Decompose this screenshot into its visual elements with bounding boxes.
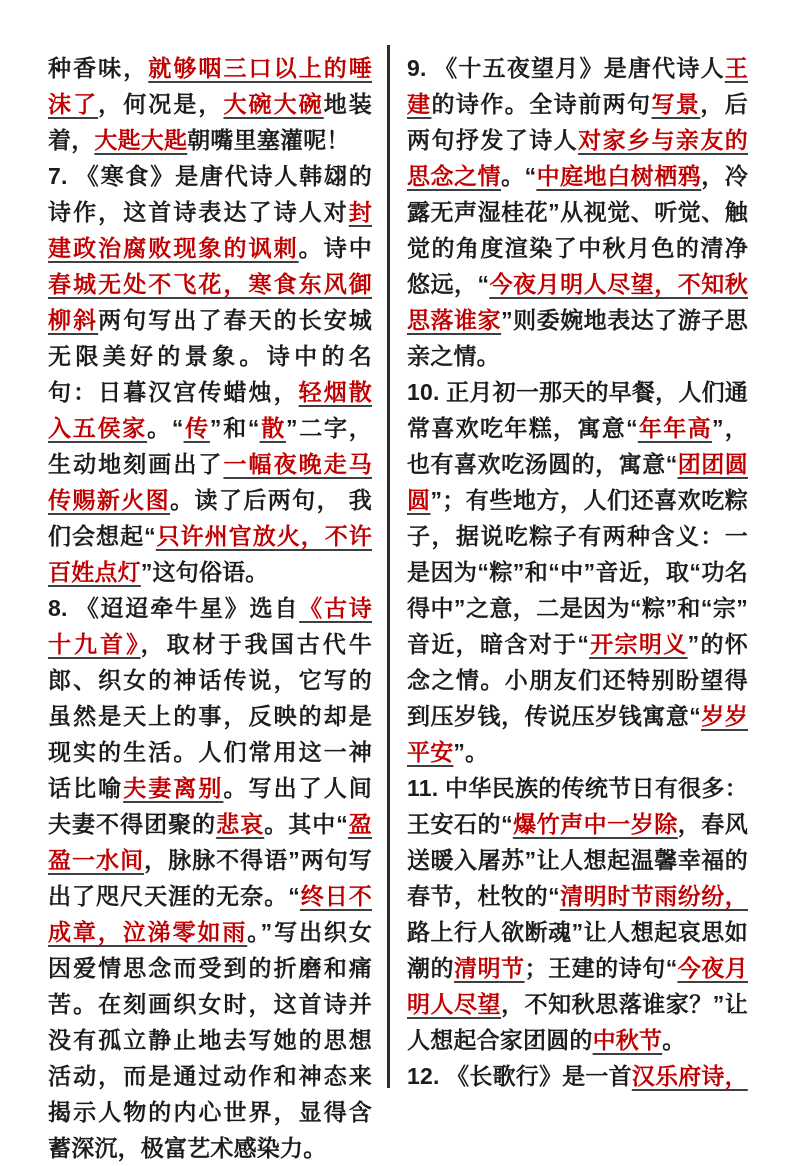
text-run: ；王建的诗句“	[524, 955, 678, 981]
text-run: 两句写出了春天的长安城无限美好的景象。诗中的名句：日暮汉宫传蜡烛，	[48, 307, 372, 405]
text-run: 7. 《寒食》是唐代诗人韩翃的诗作，这首诗表达了诗人对	[48, 163, 372, 225]
text-run: ，不知秋思落谁家？”让人想起合家团圆的	[407, 991, 748, 1053]
text-run: 。诗中	[298, 235, 373, 261]
text-run: ，何况是，	[98, 91, 224, 117]
text-run: ”二字，生动地刻画出了	[48, 415, 372, 477]
text-run: 。“	[501, 163, 537, 189]
highlighted-phrase: 大碗大碗	[223, 91, 324, 117]
text-run: ”则委婉地表达了游子思亲之情。	[407, 307, 748, 369]
text-run: 地装着，	[48, 91, 372, 153]
text-run: ，脉脉不得语”两句写出了咫尺天涯的无奈。“	[48, 847, 372, 909]
text-run: ，冷露无声湿桂花”从视觉、听觉、触觉的角度渲染了中秋月色的清净悠远，“	[407, 163, 749, 297]
right-text-column	[407, 50, 748, 1094]
text-run: ，春风送暖入屠苏”让人想起温馨幸福的春节，杜牧的“	[407, 811, 748, 909]
text-run: 。读了后两句， 我们会想起“	[48, 487, 372, 549]
highlighted-phrase: 封建政治腐败现象的讽刺	[48, 199, 372, 261]
highlighted-phrase: 开宗明义	[589, 631, 688, 657]
highlighted-phrase: 散	[259, 415, 286, 441]
text-run: 。	[662, 1027, 686, 1053]
paragraph	[407, 374, 748, 770]
highlighted-phrase: 轻烟散入五侯家	[48, 379, 373, 441]
text-run: ”。	[453, 739, 489, 765]
left-text-column	[48, 50, 372, 1166]
text-run: 种香味，	[48, 55, 149, 81]
text-run: ”，也有喜欢吃汤圆的，寓意“	[407, 415, 748, 477]
text-run: ，后两句抒发了诗人	[407, 91, 748, 153]
highlighted-phrase: 岁岁平安	[407, 703, 748, 765]
text-run: 的诗作。全诗前两句	[431, 91, 652, 117]
text-run: 9. 《十五夜望月》是唐代诗人	[407, 55, 725, 81]
text-run: 朝嘴里塞灌呢！	[187, 127, 350, 153]
highlighted-phrase: 春城无处不飞花，寒食东风御柳斜	[48, 271, 372, 333]
highlighted-phrase: 夫妻离别	[123, 775, 224, 801]
highlighted-phrase: 写景	[651, 91, 701, 117]
highlighted-phrase: 汉乐府诗，	[631, 1063, 748, 1089]
highlighted-phrase: 中庭地白树栖鸦	[536, 163, 702, 189]
highlighted-phrase: 清明时节雨纷纷，	[559, 883, 748, 909]
paragraph	[407, 770, 748, 1058]
highlighted-phrase: 终日不成章，泣涕零如雨	[48, 883, 372, 945]
highlighted-phrase: 爆竹声中一岁除	[512, 811, 678, 837]
text-run: ”和“	[209, 415, 260, 441]
highlighted-phrase: 今夜月明人尽望，不知秋思落谁家	[407, 271, 748, 333]
highlighted-phrase: 团团圆圆	[407, 451, 748, 513]
highlighted-phrase: 年年高	[637, 415, 712, 441]
text-run: 10. 正月初一那天的早餐，人们通常喜欢吃年糕，寓意“	[407, 379, 748, 441]
highlighted-phrase: 只许州官放火，不许百姓点灯	[48, 523, 372, 585]
text-run: ”的怀念之情。小朋友们还特别盼望得到压岁钱，传说压岁钱寓意“	[407, 631, 748, 729]
paragraph	[48, 50, 372, 158]
highlighted-phrase: 王建	[407, 55, 748, 117]
paragraph	[407, 1058, 748, 1094]
highlighted-phrase: 清明节	[454, 955, 525, 981]
highlighted-phrase: 对家乡与亲友的思念之情	[407, 127, 748, 189]
text-run: 12. 《长歌行》是一首	[407, 1063, 632, 1089]
paragraph	[48, 590, 372, 1166]
text-run: 路上行人欲断魂”让人想起哀思如潮的	[407, 919, 748, 981]
highlighted-phrase: 盈盈一水间	[48, 811, 372, 873]
text-run: 8. 《迢迢牵牛星》选自	[48, 595, 300, 621]
paragraph	[48, 158, 372, 590]
highlighted-phrase: 今夜月明人尽望	[407, 955, 748, 1017]
highlighted-phrase: 《古诗十九首》	[48, 595, 372, 657]
text-run: ”；有些地方，人们还喜欢吃粽子，据说吃粽子有两种含义：一是因为“粽”和“中”音近，取“功名得中”之意，二是因为“粽”和“宗”音近，暗含对于“	[407, 487, 748, 657]
text-run: ，取材于我国古代牛郎、织女的神话传说，它写的虽然是天上的事，反映的却是现实的生活。人们常用这一神话比喻	[48, 631, 372, 801]
column-divider	[387, 45, 390, 1088]
text-run: 11. 中华民族的传统节日有很多：王安石的“	[407, 775, 748, 837]
highlighted-phrase: 一幅夜晚走马传赐新火图	[48, 451, 372, 513]
text-run: 。“	[147, 415, 184, 441]
highlighted-phrase: 悲哀	[216, 811, 265, 837]
text-run: 。”写出织女因爱情思念而受到的折磨和痛苦。在刻画织女时，这首诗并没有孤立静止地去写她的思想活动，而是通过动作和神态来揭示人物的内心世界，显得含蓄深沉，极富艺术感染力。	[48, 919, 372, 1161]
highlighted-phrase: 中秋节	[592, 1027, 663, 1053]
paragraph	[407, 50, 748, 374]
text-run: ”这句俗语。	[140, 559, 269, 585]
highlighted-phrase: 就够咽三口以上的唾沫了	[48, 55, 372, 117]
highlighted-phrase: 传	[183, 415, 210, 441]
highlighted-phrase: 大匙大匙	[94, 127, 188, 153]
text-run: 。写出了人间夫妻不得团聚的	[48, 775, 372, 837]
text-run: 。其中“	[264, 811, 348, 837]
